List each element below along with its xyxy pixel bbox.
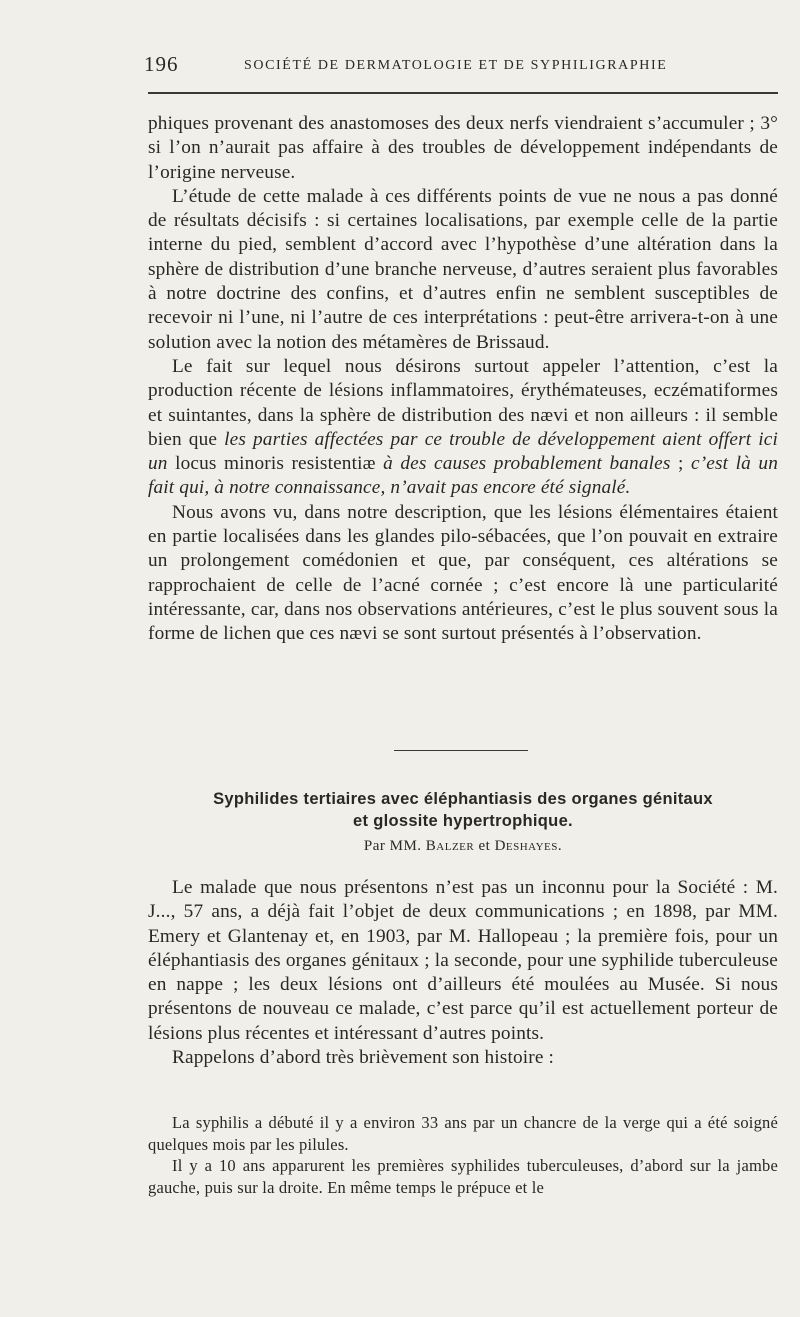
paragraph-patient-intro: Le malade que nous présentons n’est pas un inconnu pour la Société : M. J..., 57 ans, a déjà fait l’objet de deux communications ; en 1898, par MM. Emery et Glantenay et, en 1903, par M. Hallopeau ; la première fois, pour un éléphantiasis des organes génitaux ; la seconde, pour une syphilide tuberculeuse en nappe ; les deux lésions ont d’ailleurs été moulées au Musée. Si nous présentons de nouveau ce malade, c’est parce qu’il est actuellement porteur de lésions plus récentes et intéressant d’autres points.	[148, 877, 778, 1044]
paragraph-continued: phiques provenant des anastomoses des deux nerfs viendraient s’accumuler ; 3° si l’on n’aurait pas affaire à des troubles de développement indépendants de l’origine nerveuse.	[148, 113, 778, 183]
paragraph-history-1: La syphilis a débuté il y a environ 33 ans par un chancre de la verge qui a été soigné quelques mois par les pilules.	[148, 1113, 778, 1154]
running-head: SOCIÉTÉ DE DERMATOLOGIE ET DE SYPHILIGRAPHIE	[244, 58, 668, 73]
section-divider	[394, 750, 528, 751]
paragraph-study-results: L’étude de cette malade à ces différents points de vue ne nous a pas donné de résultats décisifs : si certaines localisations, par exemple celle de la partie interne du pied, semblent d’accord avec l’hypothèse d’une altération dans la sphère de distribution d’une branche nerveuse, d’autres seraient plus favorables à notre doctrine des confins, et d’autres enfin ne semblent susceptibles de recevoir ni l’une, ni l’autre de ces interprétations : peut-être arrivera-t-on à une solution avec la notion des métamères de Brissaud.	[148, 185, 778, 353]
continued-article-text	[148, 112, 778, 647]
article-byline: Par MM. Balzer et Deshayes.	[363, 838, 563, 854]
paragraph-history-2: Il y a 10 ans apparurent les premières syphilides tuberculeuses, d’abord sur la jambe gauche, puis sur la droite. En même temps le prépuce et le	[148, 1156, 778, 1197]
page-number: 196	[144, 52, 179, 76]
paragraph-lesions-description: Nous avons vu, dans notre description, que les lésions élémentaires étaient en partie localisées dans les glandes pilo-sébacées, que l’on pouvait en extraire un prolongement comédonien et que, par conséquent, ces altérations se rapprochaient de celle de l’acné cornée ; c’est encore là une particularité intéressante, car, dans nos observations antérieures, c’est le plus souvent sous la forme de lichen que ces nævi se sont surtout présentés à l’observation.	[148, 501, 778, 645]
paragraph-history-lead: Rappelons d’abord très brièvement son histoire :	[172, 1047, 555, 1069]
article-title-line-2: et glossite hypertrophique.	[353, 812, 573, 830]
author-name: Balzer	[425, 838, 475, 854]
new-article-text	[148, 876, 778, 1070]
paragraph-main-finding: Le fait sur lequel nous désirons surtout appeler l’attention, c’est la production récente de lésions inflammatoires, érythémateuses, eczématiformes et suintantes, dans la sphère de distribution des nævi et non ailleurs : il semble bien que les parties affectées par ce trouble de développement aient offert ici un locus minoris resistentiæ à des causes probablement banales ; c’est là un fait qui, à notre connaissance, n’avait pas encore été signalé.	[148, 355, 779, 499]
page-header	[0, 52, 800, 92]
article-title-line-1: Syphilides tertiaires avec éléphantiasis des organes génitaux	[213, 790, 713, 808]
article-title	[148, 788, 778, 832]
case-history-text	[148, 1112, 778, 1198]
header-rule	[148, 92, 778, 94]
author-name: Deshayes.	[494, 838, 563, 854]
